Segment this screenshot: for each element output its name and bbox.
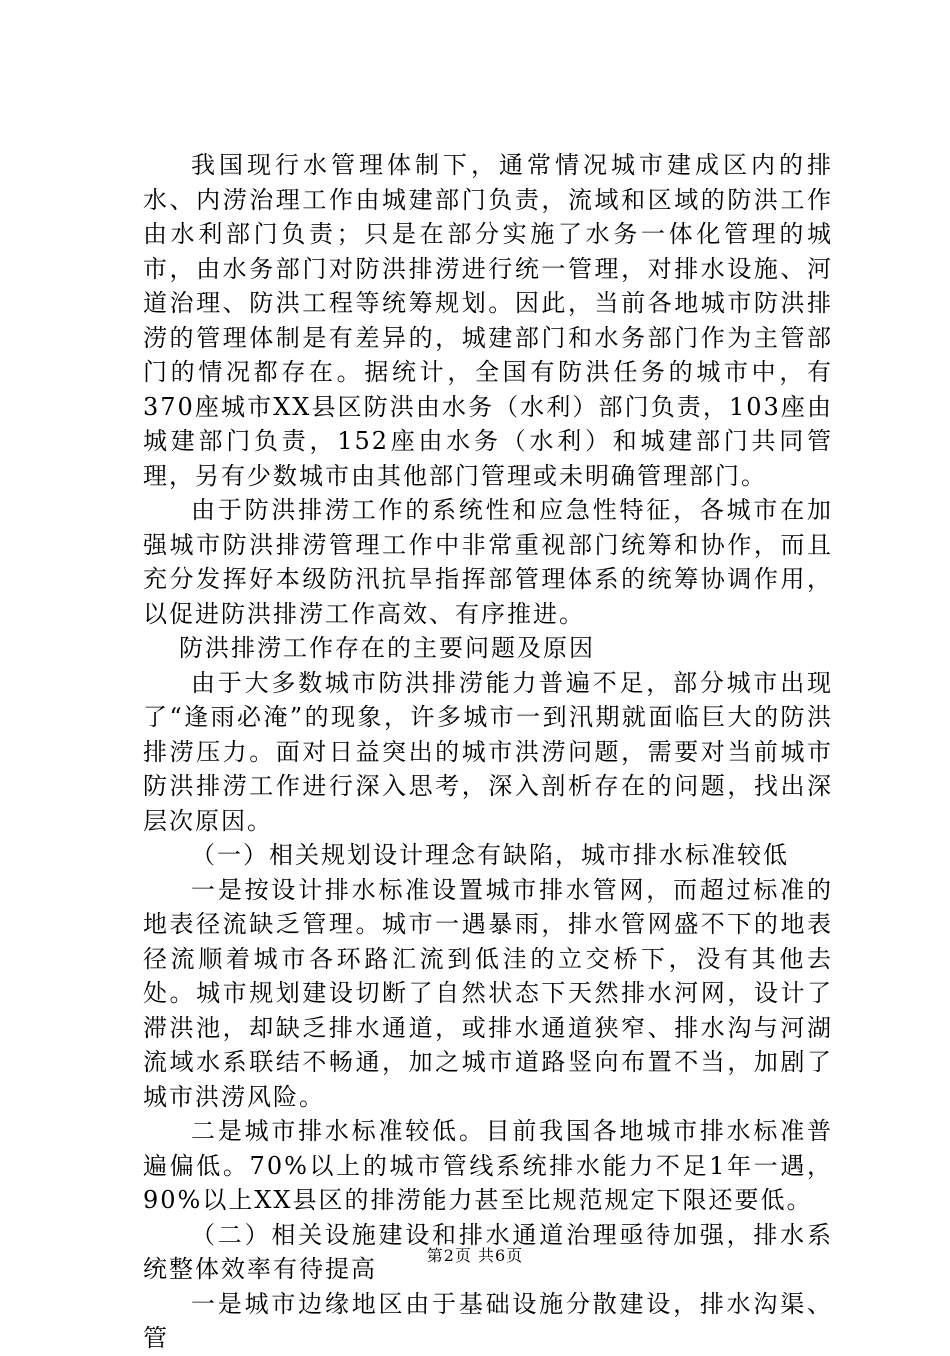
paragraph-coordination: 由于防洪排涝工作的系统性和应急性特征，各城市在加强城市防洪排涝管理工作中非常重视部门统筹和协作，而且充分发挥好本级防汛抗旱指挥部管理体系的统筹协调作用，以促进防洪排涝工作高效、有序推进。 [143,496,833,628]
section-heading-problems: 防洪排涝工作存在的主要问题及原因 [179,634,595,662]
paragraph-problems-intro: 由于大多数城市防洪排涝能力普遍不足，部分城市出现了“逢雨必淹”的现象，许多城市一到汛期就面临巨大的防洪排涝压力。面对日益突出的城市洪涝问题，需要对当前城市防洪排涝工作进行深入思考，深入剖析存在的问题，找出深层次原因。 [143,668,833,835]
subheading-planning-defects: （一）相关规划设计理念有缺陷，城市排水标准较低 [191,841,789,869]
page-number-footer: 第2页 共6页 [426,1246,524,1265]
paragraph-drainage-network: 一是按设计排水标准设置城市排水管网，而超过标准的地表径流缺乏管理。城市一遇暴雨，排水管网盛不下的地表径流顺着城市各环路汇流到低洼的立交桥下，没有其他去处。城市规划建设切断了自然状态下天然排水河网，设计了滞洪池，却缺乏排水通道，或排水通道狭窄、排水沟与河湖流域水系联结不畅通，加之城市道路竖向布置不当，加剧了城市洪涝风险。 [143,875,833,1111]
subheading-facility-construction: （二）相关设施建设和排水通道治理亟待加强，排水系统整体效率有待提高 [143,1220,833,1283]
paragraph-urban-fringe: 一是城市边缘地区由于基础设施分散建设，排水沟渠、管 [143,1289,833,1352]
paragraph-low-standard: 二是城市排水标准较低。目前我国各地城市排水标准普遍偏低。70%以上的城市管线系统排水能力不足1年一遇，90%以上XX县区的排涝能力甚至比规范规定下限还要低。 [143,1117,833,1214]
document-body [143,148,833,1356]
paragraph-management-system: 我国现行水管理体制下，通常情况城市建成区内的排水、内涝治理工作由城建部门负责，流域和区域的防洪工作由水利部门负责；只是在部分实施了水务一体化管理的城市，由水务部门对防洪排涝进行统一管理，对排水设施、河道治理、防洪工程等统筹规划。因此，当前各地城市防洪排涝的管理体制是有差异的，城建部门和水务部门作为主管部门的情况都存在。据统计，全国有防洪任务的城市中，有370座城市XX县区防洪由水务（水利）部门负责，103座由城建部门负责，152座由水务（水利）和城建部门共同管理，另有少数城市由其他部门管理或未明确管理部门。 [143,151,833,490]
